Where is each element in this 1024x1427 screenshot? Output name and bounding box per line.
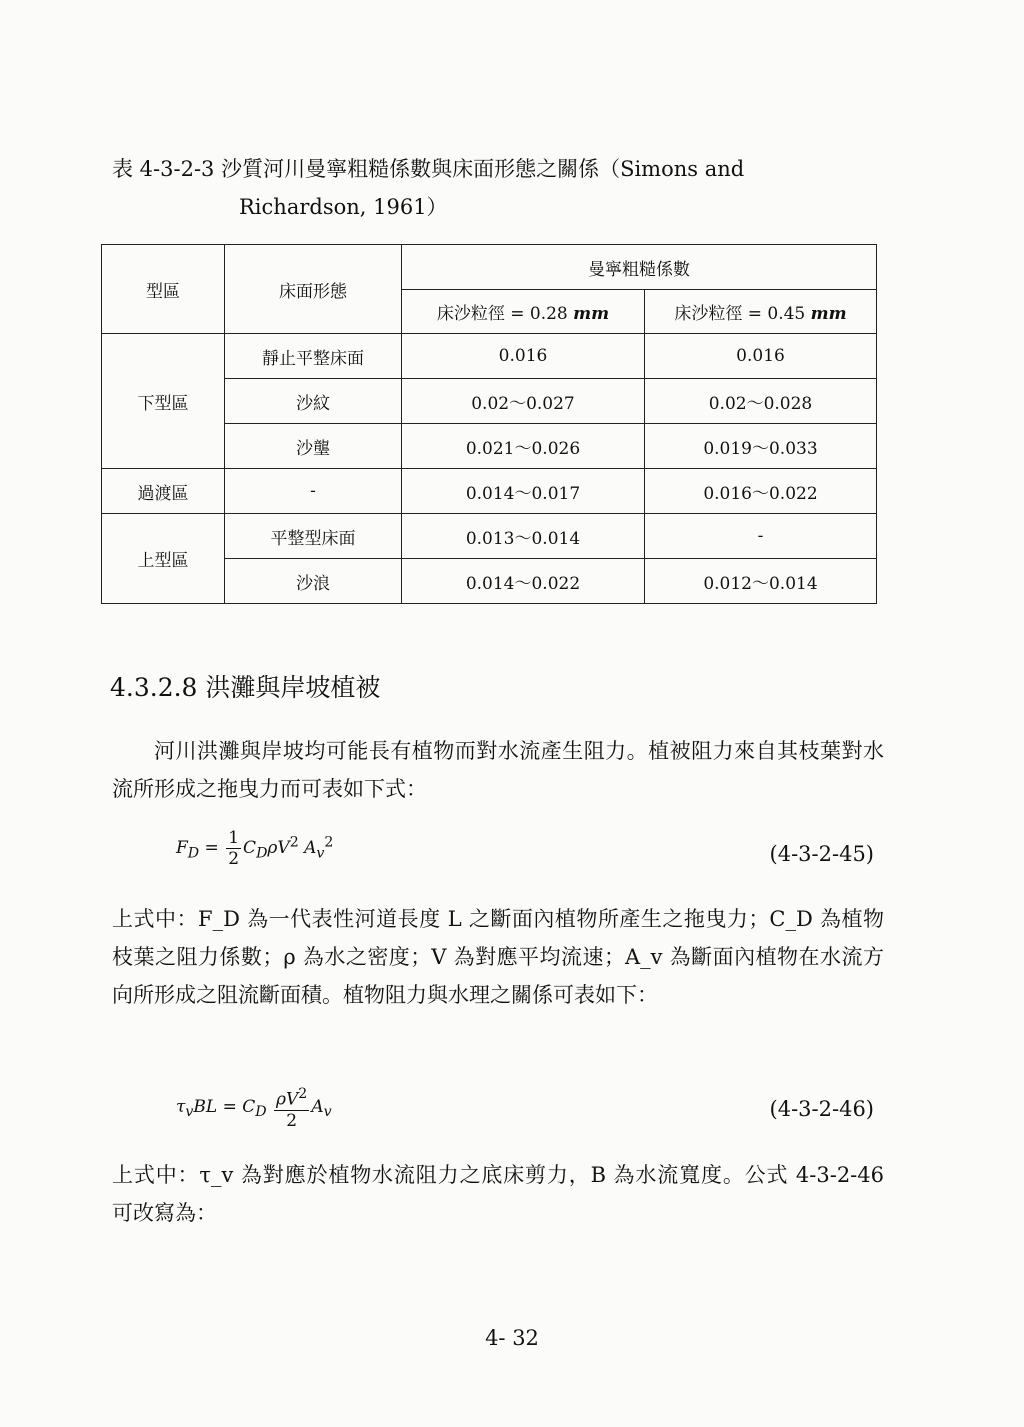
value-cell: 0.021～0.026: [402, 424, 645, 469]
zone-upper: 上型區: [102, 514, 225, 604]
equation-46: $\tau_vBL = C_D$ $\frac{\rho V^2}{2}$ $A_v$: [176, 1086, 332, 1131]
paragraph-1: 河川洪灘與岸坡均可能長有植物而對水流產生阻力。植被阻力來自其枝葉對水流所形成之拖曳力而可表如下式：: [112, 739, 884, 801]
bed-cell: -: [225, 469, 402, 514]
value-cell: 0.016: [402, 334, 645, 379]
header-zone: 型區: [102, 245, 225, 334]
value-cell: 0.016: [645, 334, 877, 379]
equation-number-46: (4-3-2-46): [769, 1097, 874, 1121]
header-size-045: 床沙粒徑 = 0.45 mm: [645, 290, 877, 334]
fraction: $\frac{1}{2}$: [228, 828, 240, 869]
bed-cell: 沙紋: [225, 379, 402, 424]
header-size-028: 床沙粒徑 = 0.28 mm: [402, 290, 645, 334]
value-cell: 0.014～0.022: [402, 559, 645, 604]
table-row: [102, 469, 877, 514]
paragraph-3: 上式中：τ_v 為對應於植物水流阻力之底床剪力，B 為水流寬度。公式 4-3-2-46 可改寫為：: [112, 1163, 884, 1225]
section-heading: 4.3.2.8 洪灘與岸坡植被: [110, 673, 381, 702]
value-cell: 0.02～0.028: [645, 379, 877, 424]
value-cell: 0.02～0.027: [402, 379, 645, 424]
table-caption: [112, 150, 882, 226]
value-cell: 0.016～0.022: [645, 469, 877, 514]
table-header-row: [102, 245, 877, 290]
table-row: [102, 514, 877, 559]
bed-cell: 沙浪: [225, 559, 402, 604]
bed-cell: 平整型床面: [225, 514, 402, 559]
equation-45: $F_D$ = $\frac{1}{2}$ $C_D\rho V^2$ $A_v^2$: [176, 828, 334, 869]
bed-cell: 靜止平整床面: [225, 334, 402, 379]
header-manning-n: 曼寧粗糙係數: [402, 245, 877, 290]
zone-lower: 下型區: [102, 334, 225, 469]
fraction: $\frac{\rho V^2}{2}$: [276, 1086, 308, 1131]
caption-line-2: Richardson, 1961）: [239, 195, 448, 219]
value-cell: 0.014～0.017: [402, 469, 645, 514]
equation-number-45: (4-3-2-45): [769, 842, 874, 866]
value-cell: -: [645, 514, 877, 559]
bed-cell: 沙壟: [225, 424, 402, 469]
caption-line-1: 表 4-3-2-3 沙質河川曼寧粗糙係數與床面形態之關係（Simons and: [112, 157, 745, 181]
value-cell: 0.013～0.014: [402, 514, 645, 559]
roughness-table: [101, 244, 877, 604]
value-cell: 0.019～0.033: [645, 424, 877, 469]
page-number: 4- 32: [485, 1326, 539, 1350]
zone-transition: 過渡區: [102, 469, 225, 514]
paragraph-2: 上式中：F_D 為一代表性河道長度 L 之斷面內植物所產生之拖曳力；C_D 為植物枝葉之阻力係數；ρ 為水之密度；V 為對應平均流速；A_v 為斷面內植物在水流方向所形成之阻流斷面積。植物阻力與水理之關係可表如下：: [112, 907, 884, 1007]
table-row: [102, 334, 877, 379]
header-bed-form: 床面形態: [225, 245, 402, 334]
value-cell: 0.012～0.014: [645, 559, 877, 604]
